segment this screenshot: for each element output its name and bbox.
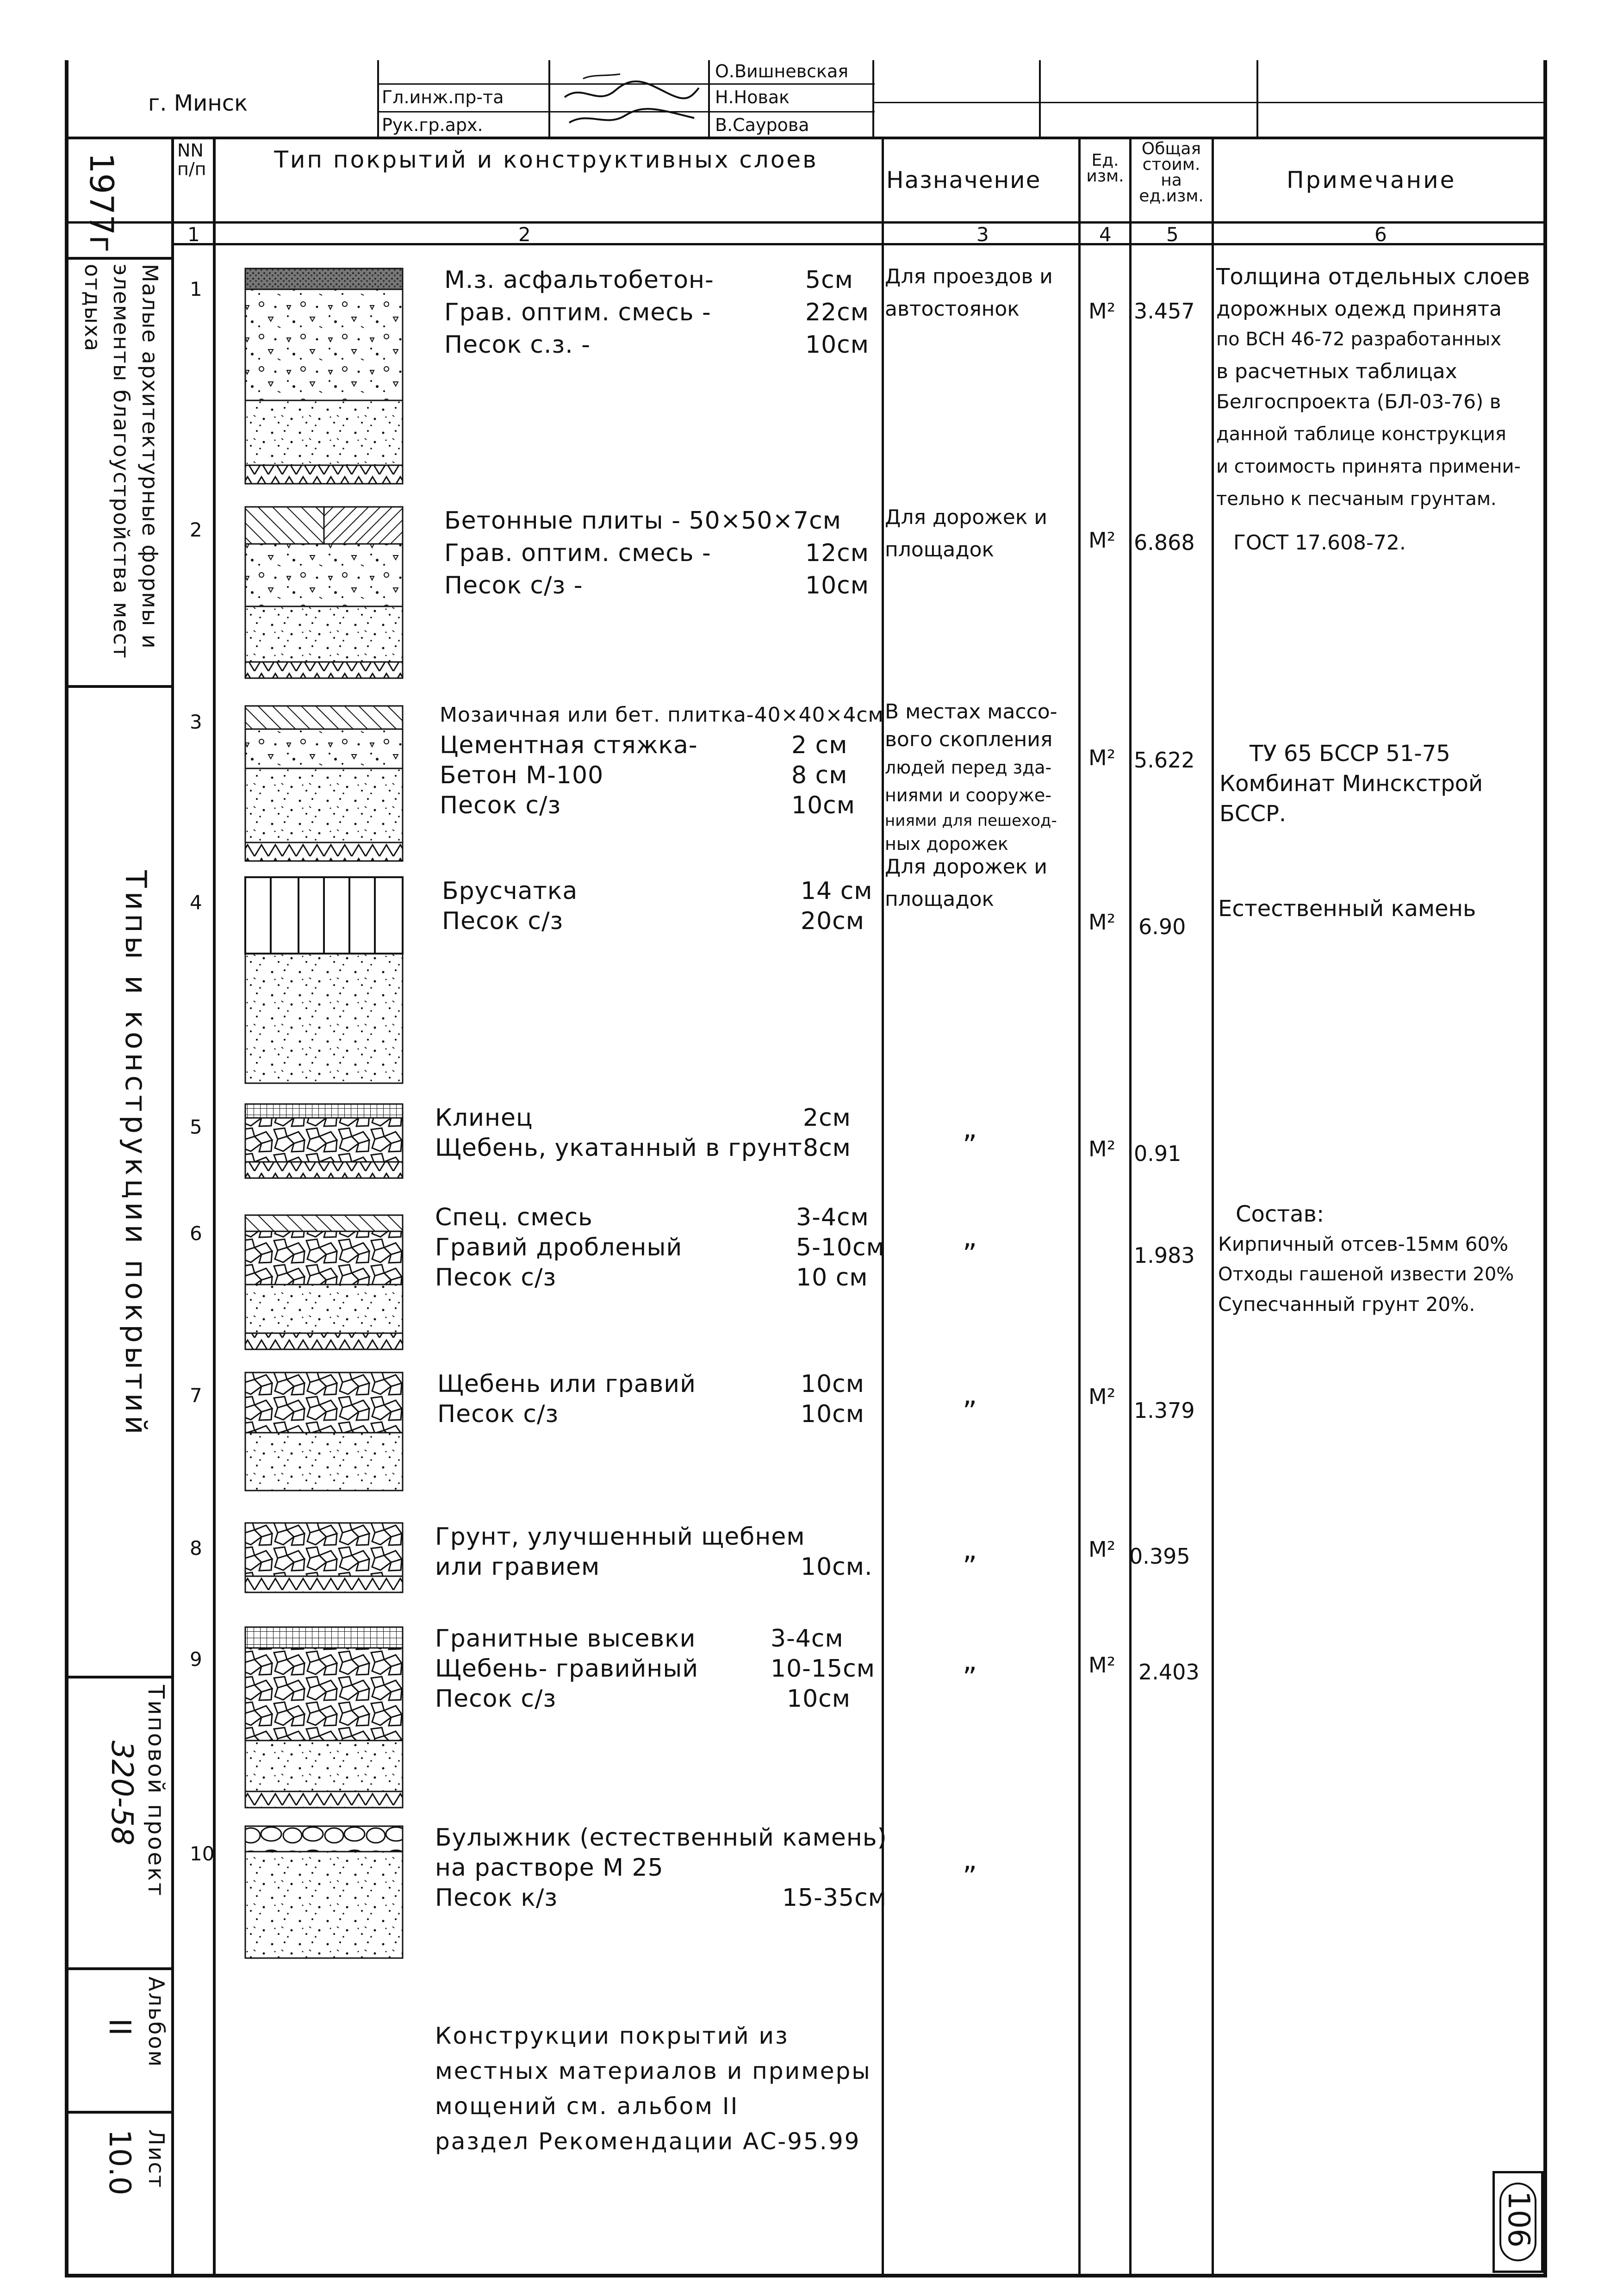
section-title: Малые архитектурные формы и элементы благоустройства мест отдыха [80, 264, 162, 659]
header-nn: NN п/п [177, 140, 206, 179]
cost-value: 2.403 [1138, 1660, 1200, 1685]
layer-name: Песок с/з [440, 792, 561, 819]
purpose-text: площадок [885, 887, 995, 911]
purpose-text: Для дорожек и [885, 855, 1048, 879]
cost-value: 0.91 [1134, 1141, 1181, 1166]
col-number: 5 [1166, 223, 1179, 246]
header-unit: Ед. изм. [1086, 151, 1124, 186]
layer-thickness: 10см [801, 1370, 864, 1398]
note-text: Отходы гашеной извести 20% [1218, 1264, 1514, 1285]
purpose-ditto: „ [963, 1645, 977, 1677]
purpose-ditto: „ [963, 1844, 977, 1876]
layer-thickness: 15-35см [782, 1884, 887, 1912]
album-value: II [102, 2018, 137, 2036]
note-text: Состав: [1236, 1201, 1325, 1227]
layer-name: Гравий дробленый [435, 1234, 683, 1261]
footnote-line: местных материалов и примеры [435, 2058, 871, 2084]
row-number: 5 [190, 1116, 202, 1138]
layer-section-2 [241, 505, 407, 680]
year: 1977г [82, 153, 120, 252]
note-text: в расчетных таблицах [1216, 360, 1457, 383]
row-number: 9 [190, 1648, 202, 1671]
layer-thickness: 3-4см [796, 1204, 869, 1231]
note-text: Белгоспроекта (БЛ-03-76) в [1216, 390, 1501, 413]
layer-section-10 [241, 1824, 407, 1963]
stamp-name: В.Саурова [715, 115, 809, 135]
unit-text: М² [1088, 745, 1116, 770]
cost-value: 0.395 [1129, 1544, 1190, 1569]
col-number: 3 [976, 223, 989, 246]
layer-name: Грав. оптим. смесь - [444, 539, 711, 567]
layer-section-4 [241, 875, 407, 1088]
cost-value: 6.90 [1138, 914, 1186, 939]
note-text: Естественный камень [1218, 896, 1476, 922]
note-text: Комбинат Минскстрой [1219, 771, 1483, 797]
note-text: тельно к песчаным грунтам. [1216, 488, 1497, 510]
layer-name: Щебень или гравий [437, 1370, 696, 1398]
layer-name: М.з. асфальтобетон- [444, 266, 714, 294]
layer-name: Брусчатка [442, 877, 578, 905]
purpose-text: В местах массо- [885, 700, 1057, 724]
layer-thickness: 22см [805, 299, 869, 326]
col-number: 4 [1099, 223, 1112, 246]
footnote [435, 2018, 871, 2159]
layer-thickness: 10см [801, 1400, 864, 1428]
layer-name: Грав. оптим. смесь - [444, 299, 711, 326]
layer-thickness: 8 см [791, 761, 848, 789]
layer-thickness: 10см [805, 331, 869, 359]
layer-name: Гранитные высевки [435, 1625, 696, 1653]
layer-name: или гравием [435, 1553, 600, 1581]
layer-thickness: 10 см [796, 1264, 868, 1292]
stamp-name: Н.Новак [715, 87, 790, 107]
purpose-text: ниями и сооруже- [885, 785, 1051, 805]
purpose-text: ниями для пешеход- [885, 811, 1057, 830]
layer-name: Бетон М-100 [440, 761, 604, 789]
layer-thickness: 12см [805, 539, 869, 567]
row-number: 4 [190, 891, 202, 914]
note-text: ТУ 65 БССР 51-75 [1250, 741, 1450, 767]
unit-text: М² [1088, 1384, 1116, 1409]
col-number: 1 [187, 223, 200, 246]
row-number: 1 [190, 278, 202, 300]
layer-thickness: 10см [805, 572, 869, 599]
layer-name: Песок к/з [435, 1884, 558, 1912]
sheet-value: 10.0 [102, 2129, 137, 2196]
layer-thickness: 3-4см [771, 1625, 844, 1653]
unit-text: М² [1088, 1653, 1116, 1678]
note-text: БССР. [1219, 801, 1287, 827]
layer-thickness: 14 см [801, 877, 873, 905]
note-text: дорожных одежд принята [1216, 297, 1502, 321]
purpose-text: автостоянок [885, 297, 1020, 321]
unit-text: М² [1088, 528, 1116, 553]
layer-section-1 [241, 266, 407, 488]
layer-name: Песок с/з [442, 907, 564, 935]
project-code: 320-58 [105, 1741, 139, 1846]
purpose-text: площадок [885, 538, 995, 562]
project-label: Типовой проект [143, 1685, 169, 1898]
col-number: 2 [518, 223, 531, 246]
note-text: по ВСН 46-72 разработанных [1216, 329, 1502, 350]
header-type: Тип покрытий и конструктивных слоев [274, 146, 818, 173]
purpose-ditto: „ [963, 1112, 977, 1145]
sheet-title: Типы и конструкции покрытий [119, 870, 153, 1438]
stamp-city: г. Минск [148, 90, 248, 116]
purpose-text: Для дорожек и [885, 505, 1048, 529]
layer-name: Клинец [435, 1104, 533, 1132]
sheet-label: Лист [144, 2129, 169, 2189]
purpose-text: ных дорожек [885, 834, 1008, 854]
layer-name: Песок с.з. - [444, 331, 591, 359]
layer-name: Щебень- гравийный [435, 1655, 699, 1683]
layer-section-7 [241, 1370, 407, 1495]
row-number: 2 [190, 518, 202, 541]
layer-section-8 [241, 1521, 407, 1595]
unit-text: М² [1088, 1136, 1116, 1161]
layer-section-5 [241, 1102, 407, 1180]
layer-name: Спец. смесь [435, 1204, 593, 1231]
layer-thickness: 5см [805, 266, 853, 294]
row-number: 7 [190, 1384, 202, 1407]
layer-name: Булыжник (естественный камень) [435, 1824, 887, 1852]
layer-name: Цементная стяжка- [440, 731, 698, 759]
note-text: данной таблице конструкция [1216, 424, 1506, 445]
purpose-ditto: „ [963, 1379, 977, 1411]
page-number-box [1492, 2171, 1543, 2273]
footnote-line: раздел Рекомендации АС-95.99 [435, 2128, 861, 2155]
signature-image [555, 65, 703, 134]
layer-name: Щебень, укатанный в грунт [435, 1134, 802, 1162]
layer-thickness: 20см [801, 907, 864, 935]
header-purpose: Назначение [886, 167, 1041, 193]
layer-name: Песок с/з - [444, 572, 583, 599]
layer-thickness: 2 см [791, 731, 848, 759]
note-text: и стоимость принята примени- [1216, 456, 1521, 477]
layer-thickness: 10-15см [771, 1655, 875, 1683]
layer-name: на растворе М 25 [435, 1854, 664, 1882]
note-text: ГОСТ 17.608-72. [1233, 531, 1406, 555]
layer-thickness: 5-10см [796, 1234, 885, 1261]
stamp-top-name: О.Вишневская [715, 61, 849, 81]
footnote-line: Конструкции покрытий из [435, 2022, 789, 2049]
stamp-role: Гл.инж.пр-та [382, 87, 504, 107]
row-number: 10 [190, 1842, 215, 1865]
layer-thickness: 2см [803, 1104, 851, 1132]
layer-name: Грунт, улучшенный щебнем [435, 1523, 805, 1551]
layer-name: Песок с/з [435, 1264, 557, 1292]
row-number: 3 [190, 711, 202, 733]
purpose-text: людей перед зда- [885, 757, 1052, 778]
purpose-ditto: „ [963, 1534, 977, 1566]
layer-name: Бетонные плиты - 50×50×7см [444, 507, 841, 535]
footnote-line: мощений см. альбом II [435, 2093, 739, 2120]
note-text: Кирпичный отсев-15мм 60% [1218, 1233, 1509, 1255]
layer-section-6 [241, 1213, 407, 1352]
page-number: 106 [1501, 2191, 1536, 2248]
header-note: Примечание [1287, 167, 1456, 193]
purpose-ditto: „ [963, 1221, 977, 1254]
unit-text: М² [1088, 1537, 1116, 1562]
layer-thickness: 10см [791, 792, 855, 819]
unit-text: М² [1088, 299, 1116, 324]
cost-value: 5.622 [1134, 748, 1195, 773]
stamp-role: Рук.гр.арх. [382, 115, 483, 135]
layer-thickness: 10см [787, 1685, 851, 1713]
purpose-text: Для проездов и [885, 265, 1053, 288]
layer-name: Песок с/з [437, 1400, 559, 1428]
purpose-text: вого скопления [885, 728, 1053, 751]
layer-name: Мозаичная или бет. плитка-40×40×4см [440, 703, 884, 727]
layer-name: Песок с/з [435, 1685, 557, 1713]
header-cost: Общая стоим. на ед.изм. [1139, 139, 1204, 206]
layer-thickness: 8см [803, 1134, 851, 1162]
cost-value: 6.868 [1134, 530, 1195, 555]
layer-thickness: 10см. [801, 1553, 873, 1581]
row-number: 8 [190, 1537, 202, 1560]
layer-section-9 [241, 1625, 407, 1810]
row-number: 6 [190, 1222, 202, 1245]
cost-value: 3.457 [1134, 299, 1195, 324]
cost-value: 1.983 [1134, 1243, 1195, 1268]
cost-value: 1.379 [1134, 1398, 1195, 1423]
album-label: Альбом [144, 1977, 169, 2068]
unit-text: М² [1088, 910, 1116, 935]
note-text: Толщина отдельных слоев [1216, 264, 1530, 290]
col-number: 6 [1374, 223, 1387, 246]
layer-section-3 [241, 704, 407, 866]
note-text: Супесчанный грунт 20%. [1218, 1293, 1475, 1316]
